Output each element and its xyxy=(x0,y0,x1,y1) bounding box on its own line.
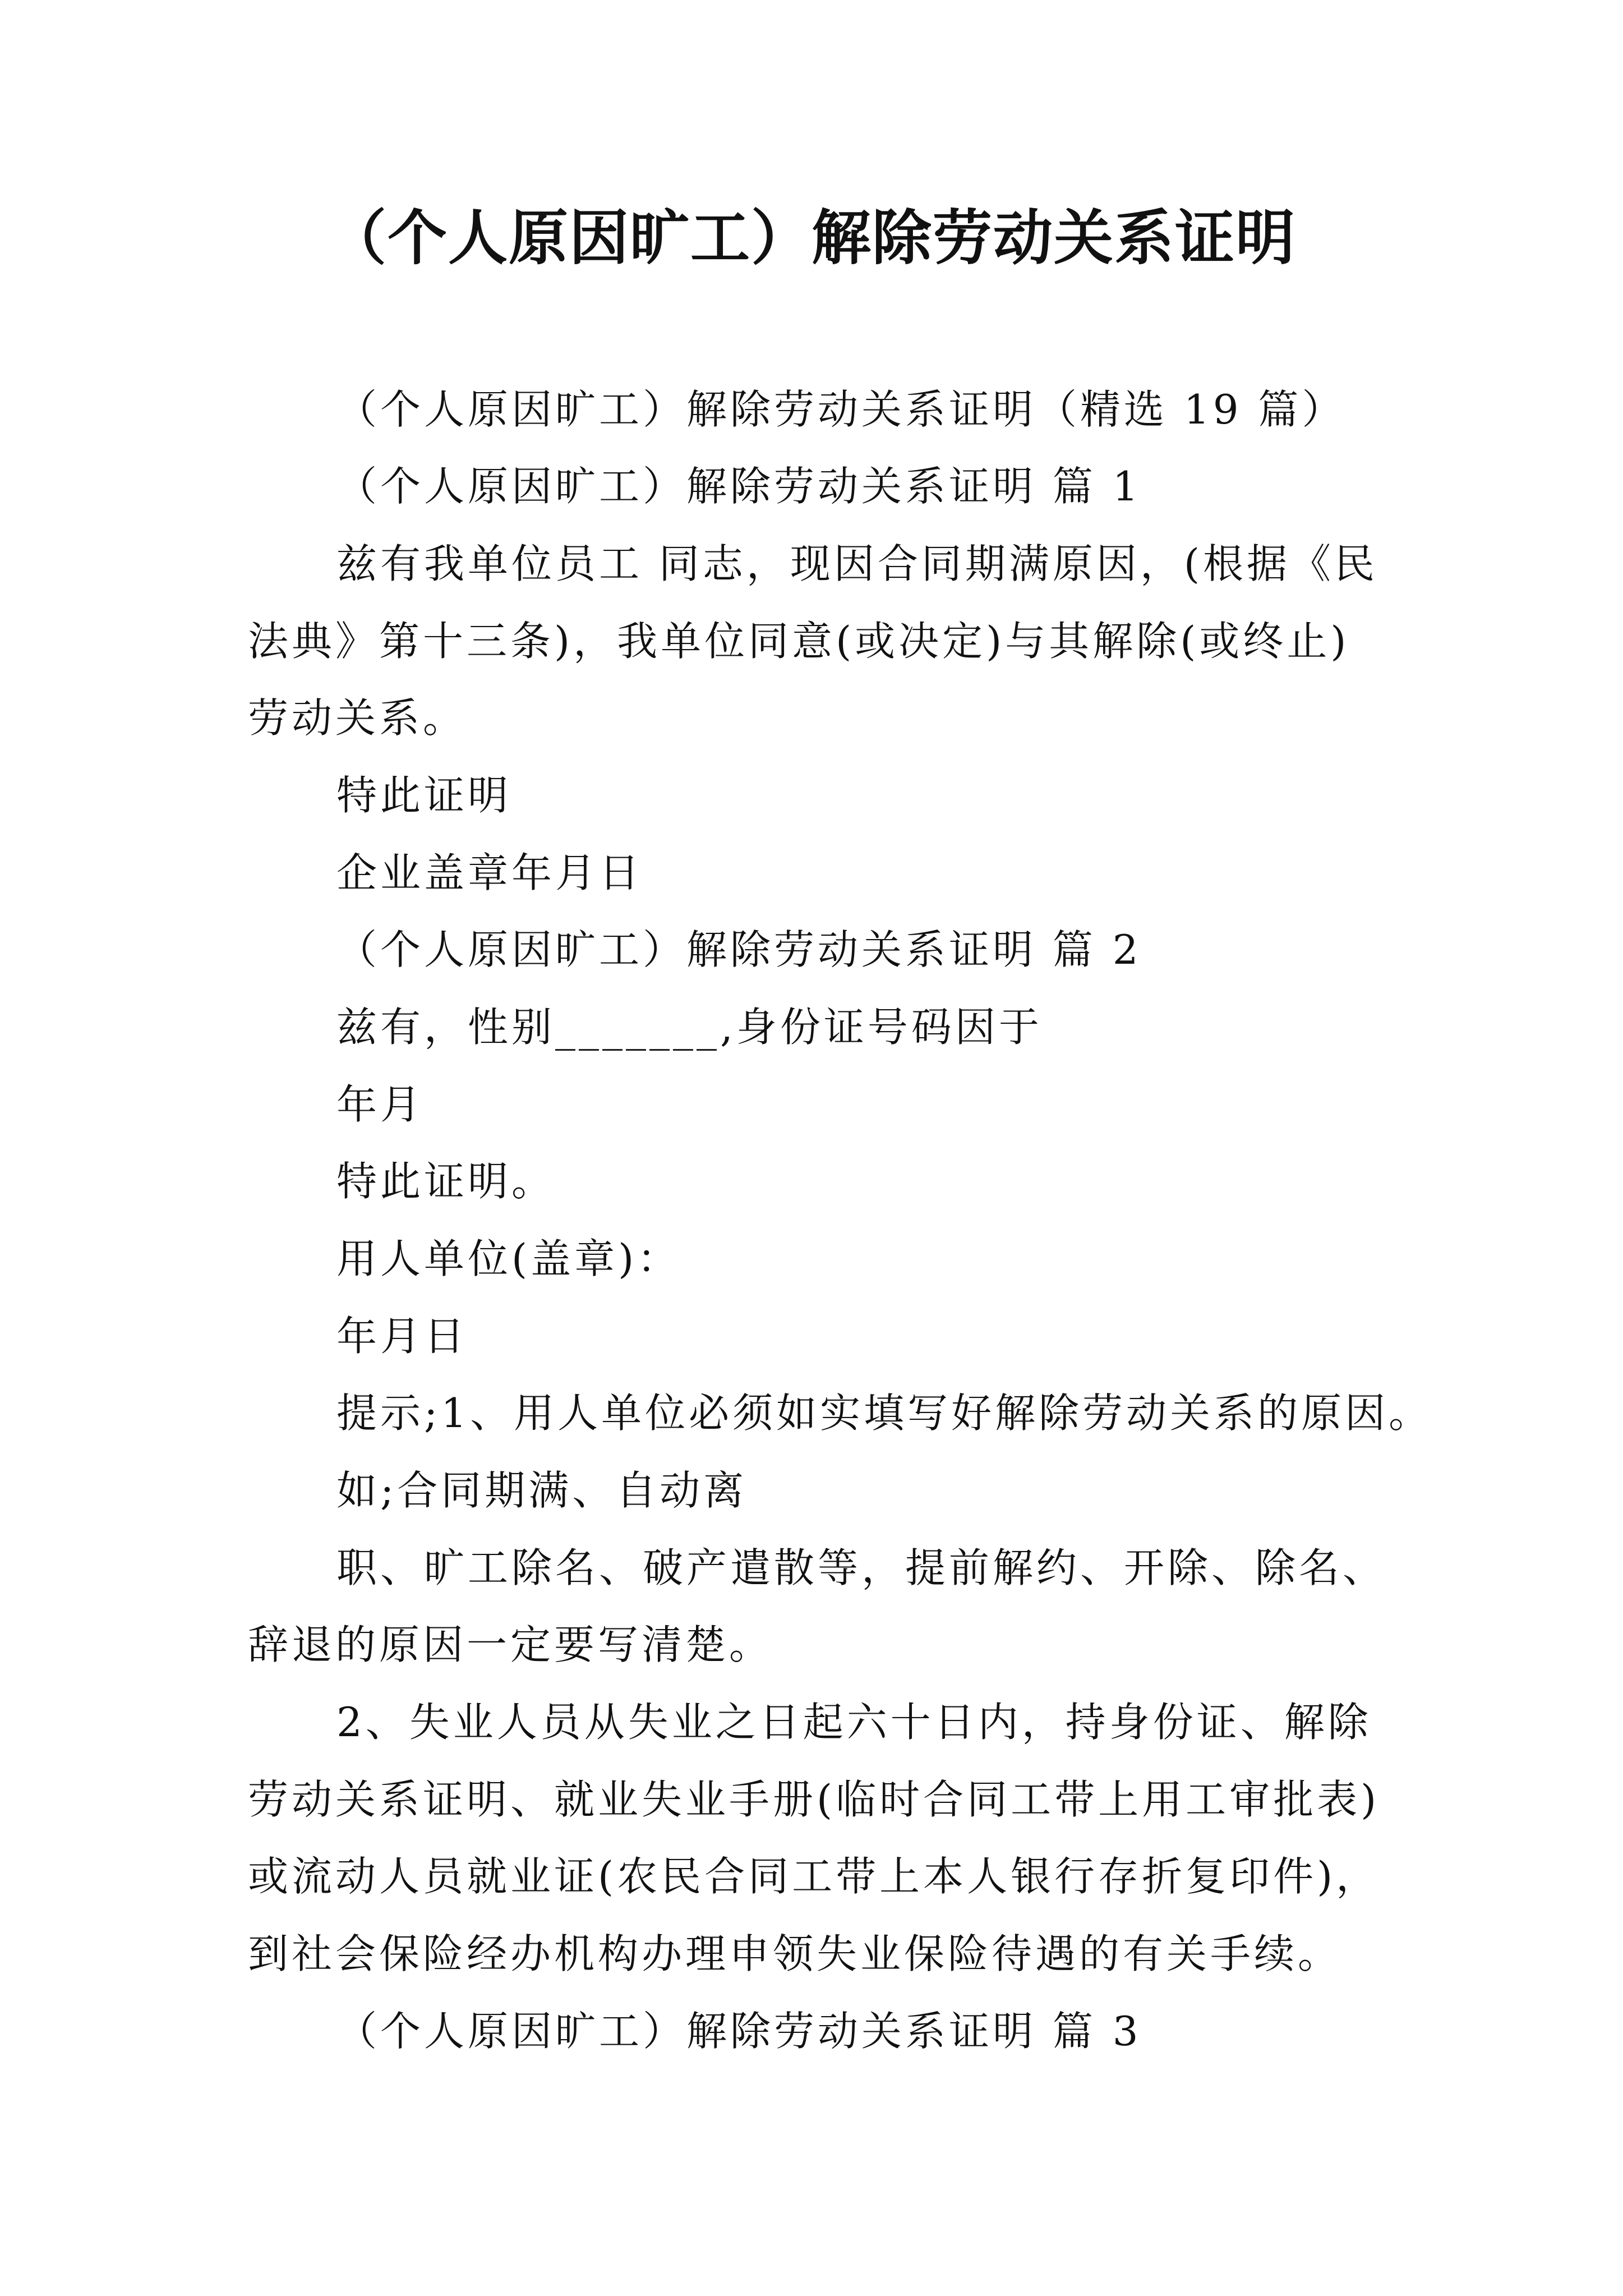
paragraph-line: 职、旷工除名、破产遣散等，提前解约、开除、除名、 xyxy=(336,1544,1387,1591)
paragraph-line: 到社会保险经办机构办理申领失业保险待遇的有关手续。 xyxy=(248,1930,1342,1977)
paragraph-line: 提示;1、用人单位必须如实填写好解除劳动关系的原因。 xyxy=(336,1389,1433,1437)
paragraph-line: 2、失业人员从失业之日起六十日内，持身份证、解除 xyxy=(336,1699,1372,1746)
paragraph-line: 劳动关系证明、就业失业手册(临时合同工带上用工审批表) xyxy=(248,1776,1380,1823)
paragraph-line: 如;合同期满、自动离 xyxy=(336,1467,748,1514)
paragraph-line: 特此证明。 xyxy=(336,1158,556,1205)
paragraph-line: 年月日 xyxy=(336,1313,468,1360)
paragraph-line: 企业盖章年月日 xyxy=(336,849,643,896)
collection-heading: （个人原因旷工）解除劳动关系证明（精选 19 篇） xyxy=(336,386,1346,433)
paragraph-line: 或流动人员就业证(农民合同工带上本人银行存折复印件)， xyxy=(248,1853,1380,1900)
paragraph-line: 兹有，性别_______,身份证号码因于 xyxy=(336,1004,1043,1051)
paragraph-line: 辞退的原因一定要写清楚。 xyxy=(248,1621,773,1668)
section-heading-2: （个人原因旷工）解除劳动关系证明 篇 2 xyxy=(336,926,1142,973)
paragraph-line: 年月 xyxy=(336,1081,425,1128)
paragraph-line: 劳动关系。 xyxy=(248,694,467,742)
section-heading-3: （个人原因旷工）解除劳动关系证明 篇 3 xyxy=(336,2008,1142,2055)
document-title: （个人原因旷工）解除劳动关系证明 xyxy=(327,204,1296,273)
paragraph-line: 用人单位(盖章)： xyxy=(336,1235,681,1282)
section-heading-1: （个人原因旷工）解除劳动关系证明 篇 1 xyxy=(336,463,1142,510)
paragraph-line: 法典》第十三条)，我单位同意(或决定)与其解除(或终止) xyxy=(248,618,1350,665)
paragraph-line: 兹有我单位员工 同志，现因合同期满原因，(根据《民 xyxy=(336,540,1378,587)
paragraph-line: 特此证明 xyxy=(336,772,512,819)
